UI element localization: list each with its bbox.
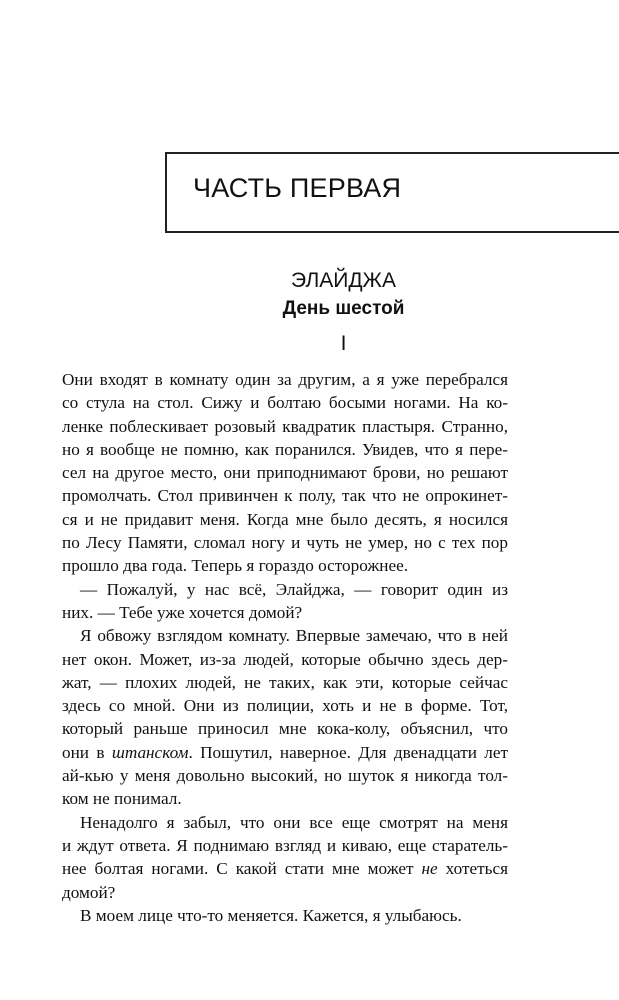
text-line: В моем лице что-то меняется. Кажется, я улыбаюсь. bbox=[80, 905, 462, 925]
text-line: прошло два года. Теперь я гораздо осторожнее. bbox=[62, 556, 409, 576]
italic-text: штанском bbox=[111, 742, 189, 762]
section-number: I bbox=[340, 332, 347, 355]
text-line: по Лесу Памяти, сломал ногу и чуть не умер, но с тех пор bbox=[62, 533, 508, 553]
text-line: который раньше приносил мне кока-колу, объяснил, что bbox=[62, 719, 508, 739]
chapter-title: ЭЛАЙДЖА bbox=[291, 269, 396, 292]
text-line: Они входят в комнату один за другим, а я уже перебрался bbox=[62, 370, 508, 389]
text-fragment: нее болтая ногами. С какой стати мне может bbox=[62, 859, 422, 879]
text-line: сел на другое место, они приподнимают брови, но решают bbox=[62, 463, 508, 483]
text-line: них. — Тебе уже хочется домой? bbox=[62, 602, 303, 622]
text-line: ай-кью у меня довольно высокий, но шуток я никогда тол- bbox=[62, 766, 508, 786]
part-title-box bbox=[165, 152, 619, 233]
text-line bbox=[62, 741, 508, 764]
text-line: Я обвожу взглядом комнату. Впервые замечаю, что в ней bbox=[80, 626, 508, 646]
part-title: ЧАСТЬ ПЕРВАЯ bbox=[193, 173, 402, 203]
italic-text: не bbox=[421, 859, 438, 879]
text-line: и ждут ответа. Я поднимаю взгляд и киваю, еще старатель- bbox=[62, 835, 508, 855]
text-line: Ненадолго я забыл, что они все еще смотрят на меня bbox=[80, 812, 508, 832]
text-fragment: хотеться bbox=[437, 859, 508, 879]
text-line: со стула на стол. Сижу и болтаю босыми ногами. На ко- bbox=[62, 393, 508, 413]
text-line: домой? bbox=[62, 882, 116, 902]
text-line: — Пожалуй, у нас всё, Элайджа, — говорит один из bbox=[80, 579, 508, 599]
text-line: нет окон. Может, из-за людей, которые обычно здесь дер- bbox=[62, 649, 508, 669]
text-line: ся и не придавит меня. Когда мне было десять, я носился bbox=[62, 509, 508, 529]
chapter-subtitle: День шестой bbox=[282, 298, 405, 319]
text-line: здесь со мной. Они из полиции, хоть и не в форме. Тот, bbox=[62, 696, 508, 716]
text-fragment: . Пошутил, наверное. Для двенадцати лет bbox=[188, 742, 508, 762]
text-fragment: они в bbox=[62, 742, 112, 762]
text-line: но я вообще не помню, как поранился. Увидев, что я пере- bbox=[62, 439, 508, 459]
text-line: жат, — плохих людей, не таких, как эти, которые сейчас bbox=[62, 672, 508, 692]
text-line: промолчать. Стол привинчен к полу, так что не опрокинет- bbox=[62, 486, 508, 506]
text-line: ком не понимал. bbox=[62, 789, 182, 809]
text-line bbox=[62, 857, 508, 880]
text-line: ленке поблескивает розовый квадратик пластыря. Странно, bbox=[62, 416, 508, 436]
body-text bbox=[62, 368, 508, 927]
